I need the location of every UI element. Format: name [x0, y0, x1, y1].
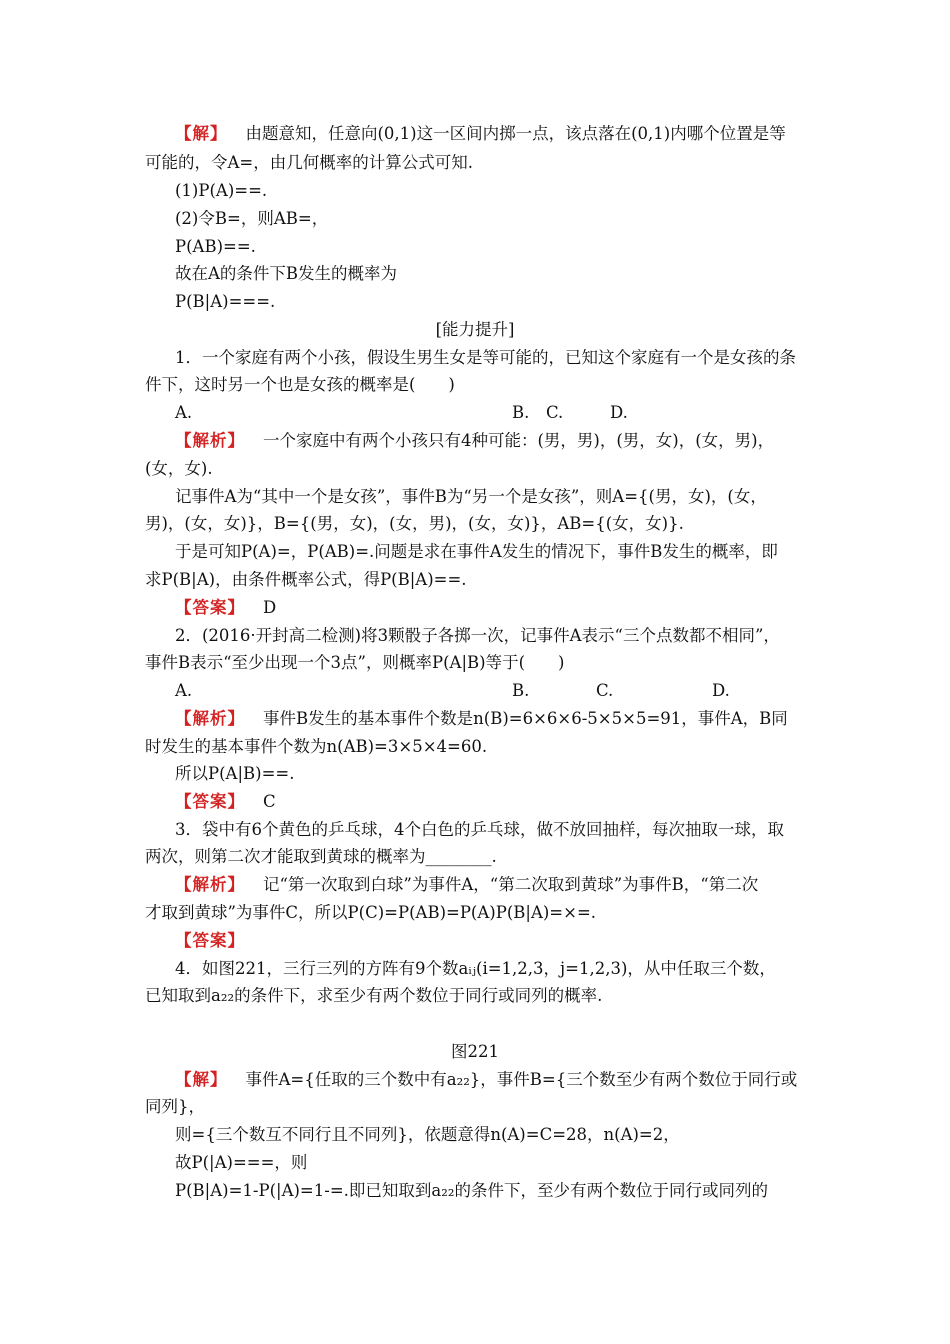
answer-value: D: [263, 598, 277, 617]
analysis-tag: 【解析】: [175, 875, 245, 894]
option-a: A.: [175, 403, 193, 422]
option-b: B.: [512, 403, 530, 422]
analysis-line: 记事件A为“其中一个是女孩”，事件B为“另一个是女孩”，则A={(男，女)，(女，: [175, 487, 767, 506]
solution-line: 可能的，令A=，由几何概率的计算公式可知.: [145, 153, 473, 172]
analysis-line: 【解析】 事件B发生的基本事件个数是n(B)=6×6×6-5×5×5=91，事件A，B同: [175, 709, 788, 728]
analysis-line: 求P(B|A)，由条件概率公式，得P(B|A)==.: [145, 570, 467, 589]
solution-line: 【解】 由题意知，任意向(0,1)这一区间内掷一点，该点落在(0,1)内哪个位置是等: [175, 124, 786, 143]
question-3-text: 3．袋中有6个黄色的乒乓球，4个白色的乒乓球，做不放回抽样，每次抽取一球，取: [175, 820, 784, 839]
solution-line: 故在A的条件下B发生的概率为: [175, 264, 398, 283]
solution-line: P(B|A)=1-P(|A)=1-=.即已知取到a₂₂的条件下，至少有两个数位于同行或同列的: [175, 1181, 768, 1200]
analysis-tag: 【解析】: [175, 709, 245, 728]
analysis-line: (女，女).: [145, 459, 213, 478]
solution-line: P(B|A)===.: [175, 292, 276, 311]
option-a: A.: [175, 681, 193, 700]
solution-line: (1)P(A)==.: [175, 181, 268, 200]
figure-caption: 图221: [451, 1042, 499, 1061]
question-1-text: 件下，这时另一个也是女孩的概率是( ): [145, 375, 455, 394]
option-d: D.: [610, 403, 628, 422]
answer-line: [175, 930, 245, 952]
answer-tag: 【答案】: [175, 792, 245, 811]
option-b: B.: [512, 681, 530, 700]
solution-line: 故P(|A)===，则: [175, 1153, 308, 1172]
answer-line: [175, 791, 276, 813]
option-c: C.: [546, 403, 564, 422]
question-2-text: 事件B表示“至少出现一个3点”，则概率P(A|B)等于( ): [145, 653, 565, 672]
analysis-line: 所以P(A|B)==.: [175, 764, 295, 783]
solution-line: 则={三个数互不同行且不同列}，依题意得n(A)=C=28，n(A)=2，: [175, 1125, 680, 1144]
answer-tag: 【答案】: [175, 931, 245, 950]
solution-line: (2)令B=，则AB=，: [175, 209, 329, 228]
question-4-text: 4．如图221，三行三列的方阵有9个数aᵢⱼ(i=1,2,3，j=1,2,3)，从中任取三个数，: [175, 959, 776, 978]
answer-tag: 【答案】: [175, 598, 245, 617]
solution-tag: 【解】: [175, 124, 228, 143]
solution-line: 【解】 事件A={任取的三个数中有a₂₂}，事件B={三个数至少有两个数位于同行或: [175, 1070, 798, 1089]
analysis-tag: 【解析】: [175, 431, 245, 450]
analysis-line: 【解析】 一个家庭中有两个小孩只有4种可能：(男，男)，(男，女)，(女，男)，: [175, 431, 775, 450]
section-title: [能力提升]: [435, 320, 515, 339]
option-d: D.: [712, 681, 730, 700]
question-1-text: 1．一个家庭有两个小孩，假设生男生女是等可能的，已知这个家庭有一个是女孩的条: [175, 348, 796, 367]
analysis-line: 男)，(女，女)}，B={(男，女)，(女，男)，(女，女)}，AB={(女，女)}.: [145, 514, 684, 533]
question-3-text: 两次，则第二次才能取到黄球的概率为________.: [145, 847, 497, 866]
question-4-text: 已知取到a₂₂的条件下，求至少有两个数位于同行或同列的概率.: [145, 986, 603, 1005]
analysis-line: 【解析】 记“第一次取到白球”为事件A，“第二次取到黄球”为事件B，“第二次: [175, 875, 759, 894]
analysis-line: 才取到黄球”为事件C，所以P(C)=P(AB)=P(A)P(B|A)=×=.: [145, 903, 597, 922]
question-2-text: 2．(2016·开封高二检测)将3颗骰子各掷一次，记事件A表示“三个点数都不相同”，: [175, 626, 780, 645]
solution-tag: 【解】: [175, 1070, 228, 1089]
answer-value: C: [263, 792, 276, 811]
option-c: C.: [596, 681, 614, 700]
answer-line: [175, 597, 276, 619]
solution-line: P(AB)==.: [175, 237, 256, 256]
analysis-line: 于是可知P(A)=，P(AB)=.问题是求在事件A发生的情况下，事件B发生的概率，即: [175, 542, 778, 561]
solution-line: 同列}，: [145, 1097, 205, 1116]
analysis-line: 时发生的基本事件个数为n(AB)=3×5×4=60.: [145, 737, 488, 756]
